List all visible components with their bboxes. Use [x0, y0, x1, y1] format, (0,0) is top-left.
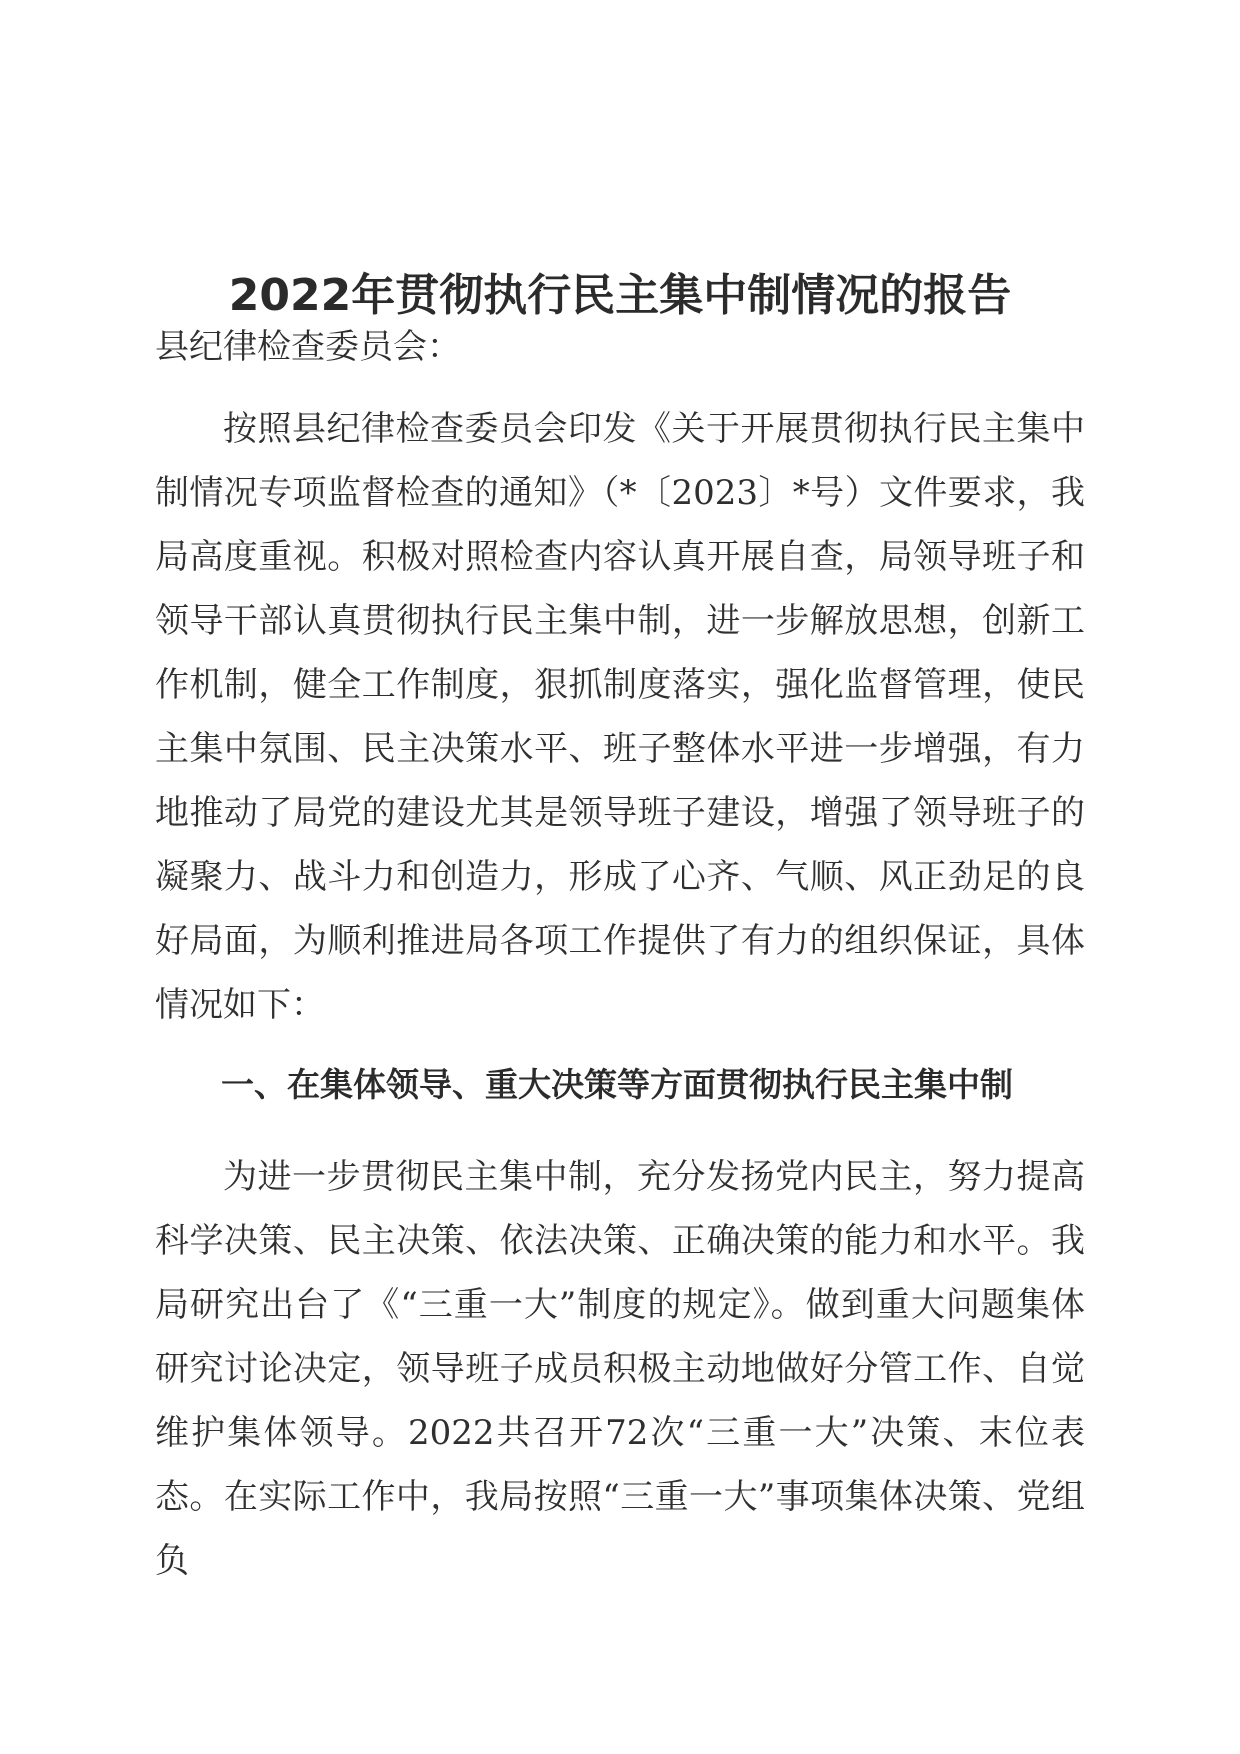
salutation: 县纪律检查委员会：: [155, 327, 461, 367]
body-paragraph-section-1: 为进一步贯彻民主集中制，充分发扬党内民主，努力提高科学决策、民主决策、依法决策、正确决策的能力和水平。我局研究出台了《“三重一大”制度的规定》。做到重大问题集体研究讨论决定，领导班子成员积极主动地做好分管工作、自觉维护集体领导。2022共召开72次“三重一大”决策、末位表态。在实际工作中，我局按照“三重一大”事项集体决策、党组负: [155, 1157, 1085, 1581]
document-title: 2022年贯彻执行民主集中制情况的报告: [228, 270, 1012, 322]
body-paragraph-intro: 按照县纪律检查委员会印发《关于开展贯彻执行民主集中制情况专项监督检查的通知》（*〔2023〕*号）文件要求，我局高度重视。积极对照检查内容认真开展自查，局领导班子和领导干部认真贯彻执行民主集中制，进一步解放思想，创新工作机制，健全工作制度，狠抓制度落实，强化监督管理，使民主集中氛围、民主决策水平、班子整体水平进一步增强，有力地推动了局党的建设尤其是领导班子建设，增强了领导班子的凝聚力、战斗力和创造力，形成了心齐、气顺、风正劲足的良好局面，为顺利推进局各项工作提供了有力的组织保证，具体情况如下：: [155, 409, 1085, 1025]
section-heading-1: 一、在集体领导、重大决策等方面贯彻执行民主集中制: [221, 1065, 1013, 1104]
